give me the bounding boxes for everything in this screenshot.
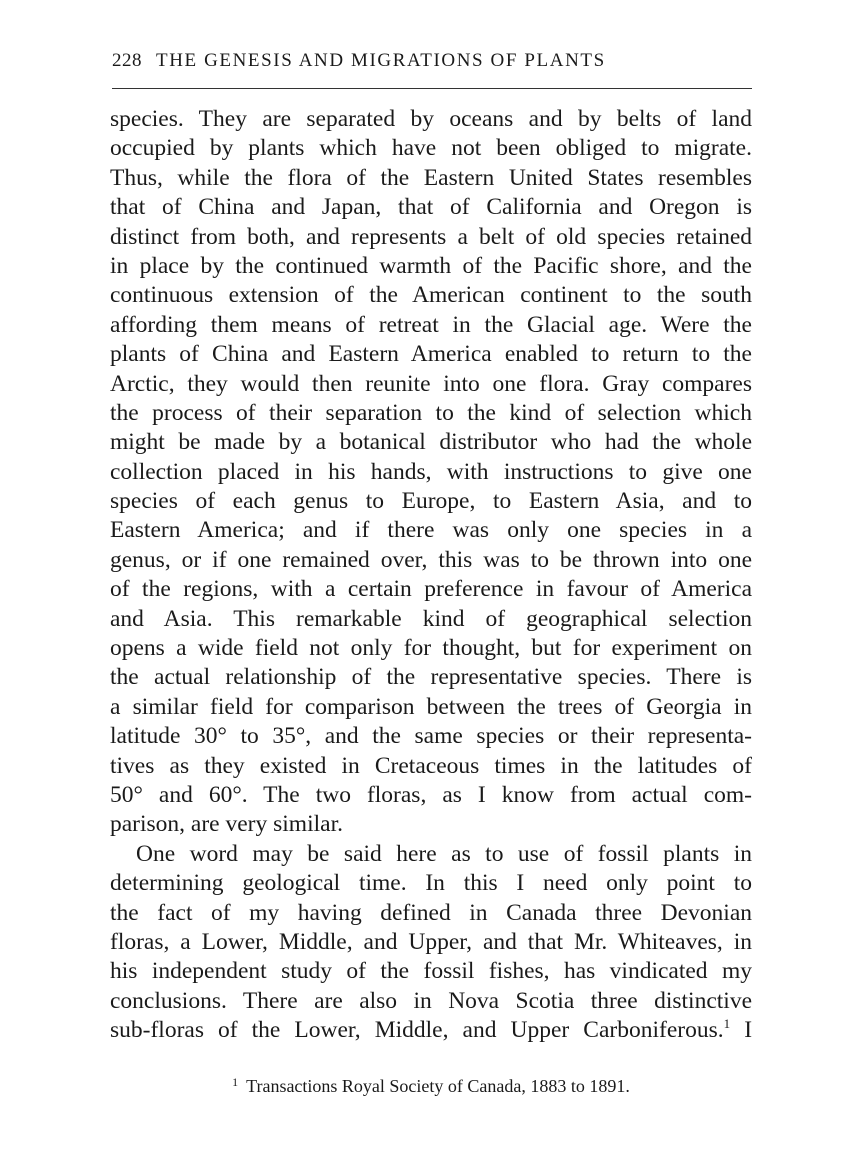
text-line: that of China and Japan, that of California and Oregon is xyxy=(110,194,752,221)
paragraph-2 xyxy=(110,840,752,1046)
text-line: distinct from both, and represents a belt of old species retained xyxy=(110,223,752,250)
text-line: collection placed in his hands, with instructions to give one xyxy=(110,458,752,485)
text-line: plants of China and Eastern America enabled to return to the xyxy=(110,341,752,368)
text-line: parison, are very similar. xyxy=(110,811,343,838)
footnote-marker: 1 xyxy=(232,1075,239,1089)
running-title: THE GENESIS AND MIGRATIONS OF PLANTS xyxy=(156,50,606,71)
text-line: the fact of my having defined in Canada three Devonian xyxy=(110,899,752,926)
header-rule xyxy=(112,88,752,89)
text-line: a similar field for comparison between the trees of Georgia in xyxy=(110,693,752,720)
text-line: the process of their separation to the kind of selection which xyxy=(110,399,752,426)
text-line: tives as they existed in Cretaceous times in the latitudes of xyxy=(110,752,752,779)
text-line: genus, or if one remained over, this was to be thrown into one xyxy=(110,546,752,573)
text-line: his independent study of the fossil fishes, has vindicated my xyxy=(110,958,752,985)
text-line: affording them means of retreat in the Glacial age. Were the xyxy=(110,311,752,338)
paragraph-1 xyxy=(110,105,752,840)
text-line: species of each genus to Europe, to Eastern Asia, and to xyxy=(110,488,752,515)
body-text xyxy=(110,105,752,1046)
text-line: 50° and 60°. The two floras, as I know from actual com- xyxy=(110,781,752,808)
footnote-reference: 1 xyxy=(723,1016,731,1032)
text-line: might be made by a botanical distributor who had the whole xyxy=(110,429,752,456)
text-fragment: I xyxy=(744,1017,753,1044)
text-line: latitude 30° to 35°, and the same species or their representa- xyxy=(110,723,752,750)
text-line: continuous extension of the American continent to the south xyxy=(110,282,752,309)
text-line: floras, a Lower, Middle, and Upper, and that Mr. Whiteaves, in xyxy=(110,928,752,955)
text-line: in place by the continued warmth of the Pacific shore, and the xyxy=(110,252,752,279)
text-fragment: sub-floras of the Lower, Middle, and Upper Carboniferous. xyxy=(110,1017,724,1044)
text-line: Arctic, they would then reunite into one flora. Gray compares xyxy=(110,370,752,397)
text-line xyxy=(110,1016,752,1045)
text-line: and Asia. This remarkable kind of geographical selection xyxy=(110,605,752,632)
text-line: conclusions. There are also in Nova Scotia three distinctive xyxy=(110,987,752,1014)
running-head xyxy=(112,46,752,76)
text-line: Eastern America; and if there was only one species in a xyxy=(110,517,752,544)
text-line: One word may be said here as to use of fossil plants in xyxy=(136,840,752,867)
text-line: determining geological time. In this I need only point to xyxy=(110,870,752,897)
text-line: of the regions, with a certain preference in favour of America xyxy=(110,576,752,603)
page-number: 228 xyxy=(112,50,142,71)
text-line: species. They are separated by oceans and by belts of land xyxy=(110,106,752,132)
text-line: occupied by plants which have not been obliged to migrate. xyxy=(110,135,752,162)
text-line: opens a wide field not only for thought, but for experiment on xyxy=(110,635,752,662)
text-line: Thus, while the flora of the Eastern United States resembles xyxy=(110,164,752,191)
footnote-text: Transactions Royal Society of Canada, 1883 to 1891. xyxy=(246,1076,630,1096)
footnote xyxy=(110,1074,752,1098)
text-line: the actual relationship of the representative species. There is xyxy=(110,664,752,691)
